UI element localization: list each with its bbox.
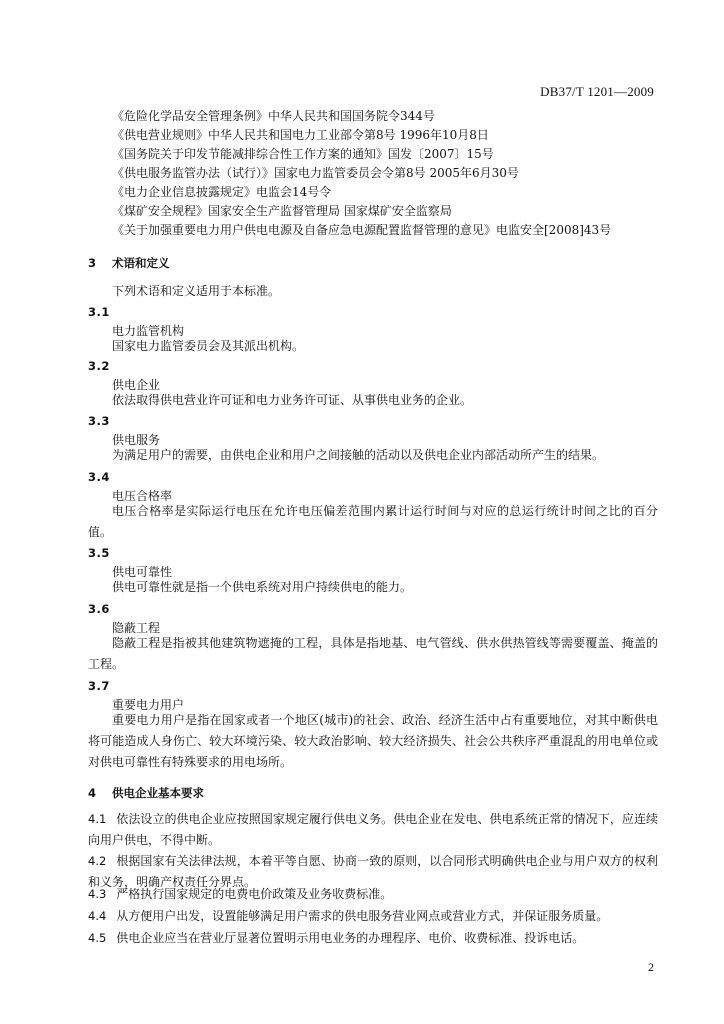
reference-item: 《危险化学品安全管理条例》中华人民共和国国务院令344号 [112,109,435,123]
reference-list [112,107,672,240]
term-definition: 隐蔽工程是指被其他建筑物遮掩的工程，具体是指地基、电气管线、供水供热管线等需要覆盖、掩盖的工程。 [88,636,658,671]
page-number: 2 [648,960,654,974]
term-number: 3.5 [88,546,110,560]
reference-item: 《煤矿安全规程》国家安全生产监督管理局 国家煤矿安全监察局 [112,204,452,218]
term-number: 3.6 [88,602,110,616]
requirement-text: 供电企业应当在营业厅显著位置明示用电业务的办理程序、电价、收费标准、投诉电话。 [116,931,585,945]
term-name: 电压合格率 [112,489,173,503]
requirement-number: 4.1 [88,812,107,826]
requirement-number: 4.3 [88,887,107,901]
standard-code: DB37/T 1201—2009 [540,84,654,99]
term-number: 3.3 [88,414,110,428]
requirement-item [88,928,658,949]
requirement-text: 依法设立的供电企业应按照国家规定履行供电义务。供电企业在发电、供电系统正常的情况下，应连续向用户供电，不得中断。 [88,812,658,847]
reference-item: 《国务院关于印发节能减排综合性工作方案的通知》国发〔2007〕15号 [112,147,494,161]
term-name: 电力监管机构 [112,324,185,338]
section-title: 术语和定义 [112,256,170,270]
requirement-number: 4.2 [88,854,107,868]
term-definition: 重要电力用户是指在国家或者一个地区(城市)的社会、政治、经济生活中占有重要地位，对其中断供电将可能造成人身伤亡、较大环境污染、较大政治影响、较大经济损失、社会公共秩序严重混乱的用电单位或对供电可靠性有特殊要求的用电场所。 [88,713,658,769]
section-intro: 下列术语和定义适用于本标准。 [112,284,281,298]
term-definition: 供电可靠性就是指一个供电系统对用户持续供电的能力。 [112,580,413,594]
term-definition: 电压合格率是实际运行电压在允许电压偏差范围内累计运行时间与对应的总运行统计时间之比的百分值。 [88,504,658,539]
reference-item: 《电力企业信息披露规定》电监会14号令 [112,185,332,199]
requirement-item [88,906,658,927]
term-name: 隐蔽工程 [112,621,161,635]
reference-item: 《供电服务监管办法（试行）》国家电力监管委员会令第8号 2005年6月30号 [112,166,519,180]
term-name: 供电服务 [112,433,161,447]
term-definition: 依法取得供电营业许可证和电力业务许可证、从事供电业务的企业。 [112,393,473,407]
section-number: 3 [88,256,97,270]
requirement-text: 严格执行国家规定的电费电价政策及业务收费标准。 [116,887,393,901]
requirement-number: 4.5 [88,931,107,945]
requirement-text: 根据国家有关法律法规，本着平等自愿、协商一致的原则，以合同形式明确供电企业与用户双方的权利和义务，明确产权责任分界点。 [88,854,658,889]
section-title: 供电企业基本要求 [112,786,205,800]
term-number: 3.2 [88,359,110,373]
reference-item: 《关于加强重要电力用户供电电源及自备应急电源配置监督管理的意见》电监安全[2008]43号 [112,223,612,237]
term-name: 供电可靠性 [112,565,173,579]
term-name: 重要电力用户 [112,698,185,712]
requirement-number: 4.4 [88,909,107,923]
term-number: 3.1 [88,305,110,319]
reference-item: 《供电营业规则》中华人民共和国电力工业部令第8号 1996年10月8日 [112,128,489,142]
term-definition: 国家电力监管委员会及其派出机构。 [112,339,305,353]
requirement-item [88,884,658,905]
section-heading [88,255,170,271]
term-number: 3.7 [88,679,110,693]
term-name: 供电企业 [112,378,161,392]
section-number: 4 [88,786,97,800]
term-number: 3.4 [88,470,110,484]
section-heading [88,785,204,801]
term-definition: 为满足用户的需要，由供电企业和用户之间接触的活动以及供电企业内部活动所产生的结果。 [112,448,605,462]
requirement-item [88,809,658,851]
requirement-text: 从方便用户出发，设置能够满足用户需求的供电服务营业网点或营业方式，并保证服务质量。 [116,909,609,923]
